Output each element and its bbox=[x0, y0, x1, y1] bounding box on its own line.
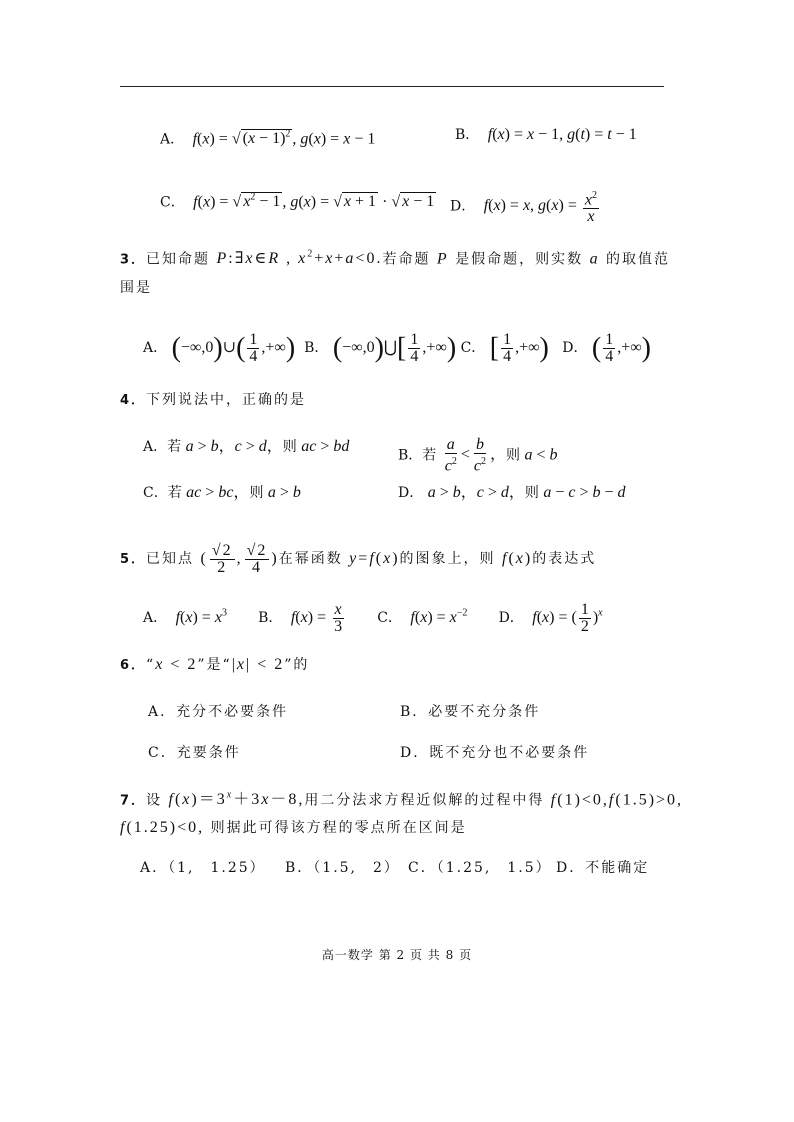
q3-options: A． (−∞,0)∪( $\frac{1}{4}$ ,+∞) B． (−∞,0)⋃[ $\frac{1}{4}$ ,+∞) C． [ $\frac{1}{4}$ ,+∞) D． ( $\frac{1}{4}$ ,+∞) bbox=[143, 331, 651, 365]
q7-option-b: B．（1.5, 2） bbox=[285, 860, 400, 876]
q2-option-c: C． f(x) = √ $x^2 - 1$ , g(x) = √ x + 1 · √ x − 1 bbox=[160, 192, 435, 211]
q2-option-a: A． f(x) = √ $(x - 1)^2$ , g(x) = x − 1 bbox=[160, 129, 376, 148]
q7-stem-line1: 7．设 $f(x)=3^x+3x-8$,用二分法求方程近似解的过程中得 f(1)<0,f(1.5)>0, bbox=[120, 790, 684, 809]
q3-stem-line1: 3．已知命题 P:∃x∈R , $x^2+x+a<0$.若命题 P 是假命题，则实数 a 的取值范 bbox=[120, 249, 671, 268]
q6-option-c: C．充要条件 bbox=[148, 745, 241, 761]
q7-stem-line2: f(1.25)<0, 则据此可得该方程的零点所在区间是 bbox=[120, 819, 467, 836]
q2-option-d: D． f(x) = x, g(x) = $\frac{x^2}{x}$ bbox=[450, 190, 597, 226]
q5-options: A． $f(x) = x^3$ B． f(x) = $\frac{x}{3}$ C． $f(x) = x^{-2}$ D． f(x) = ( $\frac{1}{2}$ )$^x$ bbox=[143, 601, 603, 635]
q7-option-c: C．（1.25, 1.5） bbox=[408, 860, 552, 876]
q7-option-d: D．不能确定 bbox=[556, 860, 650, 876]
q7-option-a: A．（1, 1.25） bbox=[140, 860, 266, 876]
q4-option-a: A．若 a > b，c > d，则 ac > bd bbox=[143, 438, 350, 455]
q6-stem: 6．“x < 2”是“|x| < 2”的 bbox=[120, 656, 310, 673]
q2-option-b: B． f(x) = x − 1, g(t) = t − 1 bbox=[455, 126, 637, 143]
q6-option-b: B．必要不充分条件 bbox=[400, 704, 541, 720]
q4-stem: 4．下列说法中，正确的是 bbox=[120, 392, 307, 408]
q4-option-d: D． a > b，c > d，则 a − c > b − d bbox=[398, 484, 626, 501]
page-footer: 高一数学 第 2 页 共 8 页 bbox=[321, 948, 473, 962]
q4-option-c: C．若 ac > bc，则 a > b bbox=[143, 484, 301, 501]
q4-option-b: B．若 $\frac{a}{c^2}$ < $\frac{b}{c^2}$ ，则 a < b bbox=[398, 436, 558, 475]
q3-stem-line2: 围是 bbox=[120, 280, 152, 296]
header-rule bbox=[120, 86, 664, 87]
q6-option-a: A．充分不必要条件 bbox=[148, 704, 289, 720]
q6-option-d: D．既不充分也不必要条件 bbox=[400, 745, 590, 761]
q5-stem: 5．已知点 ( $\frac{√2}{2}$ , $\frac{√2}{4}$ )在幂函数 y=f(x)的图象上，则 f(x)的表达式 bbox=[120, 542, 597, 576]
